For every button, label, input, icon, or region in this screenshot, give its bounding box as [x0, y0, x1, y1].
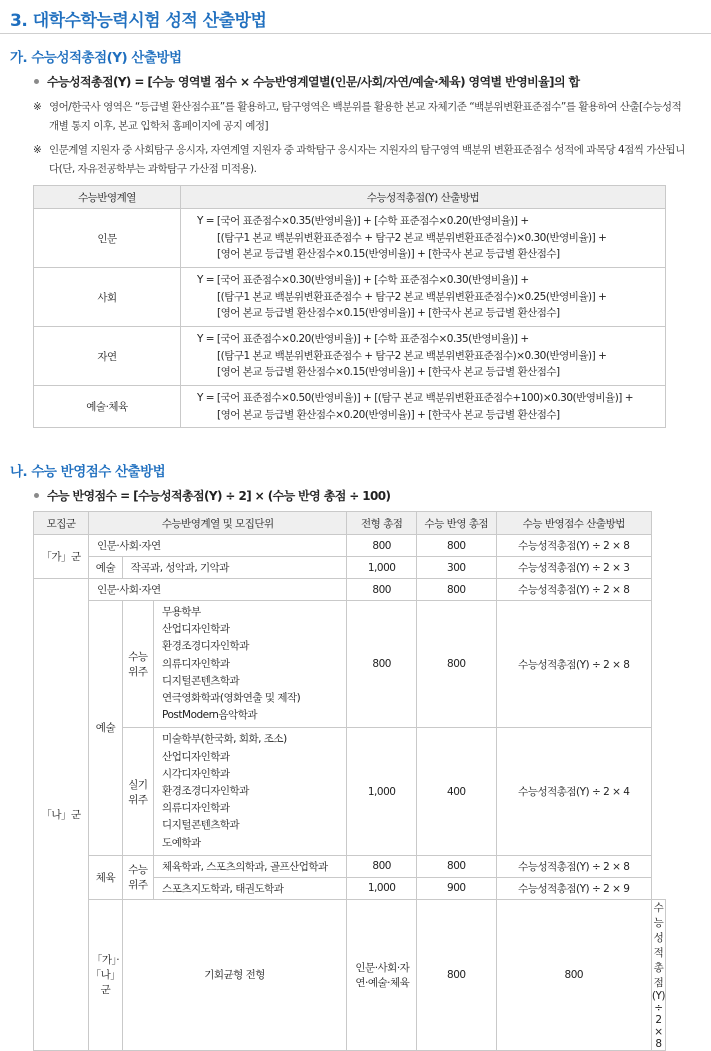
method-cell: 수능성적총점(Y) ÷ 2 × 8: [496, 855, 651, 877]
formula-line: Y = [국어 표준점수×0.30(반영비율)] + [수학 표준점수×0.30(반영비율)] +: [197, 274, 529, 287]
method-cell: 수능성적총점(Y) ÷ 2 × 8: [651, 899, 665, 1050]
formula-line: [영어 본교 등급별 환산점수×0.15(반영비율)] + [한국사 본교 등급별 환산점수]: [217, 366, 560, 379]
total-cell: 800: [347, 601, 417, 728]
total-cell: 800: [416, 899, 496, 1050]
formula-line: Y = [국어 표준점수×0.50(반영비율)] + [(탐구 본교 백분위변환표준점수+100)×0.30(반영비율)] +: [197, 392, 634, 404]
reflection-table: [33, 511, 666, 1051]
formula-line: Y = [국어 표준점수×0.20(반영비율)] + [수학 표준점수×0.35(반영비율)] +: [197, 333, 529, 346]
unit-cell: 작곡과, 성악과, 기악과: [122, 557, 347, 579]
list-item: 디지털콘텐츠학과: [162, 674, 240, 687]
track-name: 자연: [34, 327, 181, 386]
formula-line: [영어 본교 등급별 환산점수×0.15(반영비율)] + [한국사 본교 등급별 환산점수]: [217, 307, 560, 320]
formula-text: 수능 반영점수 = [수능성적총점(Y) ÷ 2] × (수능 반영 총점 ÷ 100): [47, 489, 391, 503]
subtype-cell: 수능 위주: [122, 855, 153, 899]
col-header-track: 수능반영계열: [34, 186, 181, 209]
page-title: 3. 대학수학능력시험 성적 산출방법: [10, 11, 267, 31]
bullet-icon: [34, 79, 39, 84]
unit-cell: 스포츠지도학과, 태권도학과: [154, 877, 347, 899]
track-name: 예술·체육: [34, 386, 181, 428]
suneung-cell: 800: [416, 535, 496, 557]
unit-list: [154, 601, 347, 728]
list-item: 시각디자인학과: [162, 767, 230, 780]
note-text: 영어/한국사 영역은 “등급별 환산점수표”를 활용하고, 탐구영역은 백분위를 활용한 본교 자체기준 “백분위변환표준점수”를 활용하여 산출[수능성적 개별 통지 이후, 본교 입학처 홈페이지에 공지 예정]: [49, 101, 682, 132]
section-b-formula: [34, 487, 390, 504]
formula-text: 수능성적총점(Y) = [수능 영역별 점수 × 수능반영계열별(인문/사회/자연/예술·체육) 영역별 반영비율]의 합: [47, 75, 580, 89]
total-cell: 800: [347, 579, 417, 601]
method-cell: 수능성적총점(Y) ÷ 2 × 3: [496, 557, 651, 579]
suneung-cell: 800: [496, 899, 651, 1050]
unit-list: [154, 728, 347, 855]
method-cell: [181, 327, 666, 386]
total-cell: 800: [347, 855, 417, 877]
note-2: [33, 141, 693, 179]
method-cell: 수능성적총점(Y) ÷ 2 × 8: [496, 579, 651, 601]
formula-line: Y = [국어 표준점수×0.35(반영비율)] + [수학 표준점수×0.20(반영비율)] +: [197, 215, 529, 228]
formula-line: [영어 본교 등급별 환산점수×0.15(반영비율)] + [한국사 본교 등급별 환산점수]: [217, 248, 560, 261]
col-header-suneung: 수능 반영 총점: [416, 512, 496, 535]
note-mark: ※: [33, 101, 42, 113]
table-row: [34, 557, 666, 579]
category-cell: 예술: [89, 601, 123, 856]
suneung-cell: 400: [416, 728, 496, 855]
score-method-table: [33, 185, 666, 428]
unit-cell: 인문·사회·자연: [89, 579, 347, 601]
table-row: [34, 268, 666, 327]
table-row: [34, 728, 666, 855]
table-row: [34, 327, 666, 386]
method-cell: [181, 268, 666, 327]
note-1: [33, 98, 693, 136]
total-cell: 1,000: [347, 557, 417, 579]
formula-line: [(탐구1 본교 백분위변환표준점수 + 탐구2 본교 백분위변환표준점수)×0.30(반영비율)] +: [217, 349, 607, 362]
formula-line: [(탐구1 본교 백분위변환표준점수 + 탐구2 본교 백분위변환표준점수)×0.25(반영비율)] +: [217, 290, 607, 303]
table-row: [34, 535, 666, 557]
total-cell: 800: [347, 535, 417, 557]
list-item: 의류디자인학과: [162, 802, 230, 815]
list-item: 무용학부: [162, 606, 201, 618]
table-row: [34, 855, 666, 877]
group-label: 「가」군: [34, 535, 89, 579]
subtype-cell: 수능 위주: [122, 601, 153, 728]
method-cell: [181, 209, 666, 268]
type-cell: 기회균형 전형: [122, 899, 347, 1050]
method-cell: 수능성적총점(Y) ÷ 2 × 9: [496, 877, 651, 899]
suneung-cell: 800: [416, 601, 496, 728]
group-label: 「가」·「나」군: [89, 899, 123, 1050]
list-item: 미술학부(한국화, 회화, 조소): [162, 733, 287, 746]
list-item: 산업디자인학과: [162, 750, 230, 763]
category-cell: 예술: [89, 557, 123, 579]
table-row: [34, 209, 666, 268]
suneung-cell: 800: [416, 855, 496, 877]
unit-cell: 인문·사회·자연·예술·체육: [347, 899, 417, 1050]
section-b-heading: 나. 수능 반영점수 산출방법: [10, 464, 166, 480]
bullet-icon: [34, 493, 39, 498]
list-item: 디지털콘텐츠학과: [162, 819, 240, 832]
suneung-cell: 800: [416, 579, 496, 601]
table-header-row: [34, 512, 666, 535]
col-header-method: 수능 반영점수 산출방법: [496, 512, 651, 535]
note-text: 인문계열 지원자 중 사회탐구 응시자, 자연계열 지원자 중 과학탐구 응시자는 지원자의 탐구영역 백분위 변환표준점수 성적에 과목당 4점씩 가산됩니다(단, 자유전공학부는 과학탐구 가산점 미적용).: [49, 144, 685, 175]
subtype-cell: 실기 위주: [122, 728, 153, 855]
list-item: 도예학과: [162, 836, 201, 849]
list-item: PostModern음악학과: [162, 709, 257, 722]
section-a-formula: [34, 73, 580, 90]
col-header-group: 모집군: [34, 512, 89, 535]
table-row: [34, 386, 666, 428]
unit-cell: 인문·사회·자연: [89, 535, 347, 557]
method-cell: [181, 386, 666, 428]
section-a-heading: 가. 수능성적총점(Y) 산출방법: [10, 50, 182, 66]
unit-cell: 체육학과, 스포츠의학과, 골프산업학과: [154, 855, 347, 877]
table-row: [34, 601, 666, 728]
formula-line: [(탐구1 본교 백분위변환표준점수 + 탐구2 본교 백분위변환표준점수)×0.30(반영비율)] +: [217, 231, 607, 244]
category-cell: 체육: [89, 855, 123, 899]
total-cell: 1,000: [347, 877, 417, 899]
track-name: 인문: [34, 209, 181, 268]
table-header-row: [34, 186, 666, 209]
col-header-unit: 수능반영계열 및 모집단위: [89, 512, 347, 535]
title-divider: [0, 33, 711, 34]
method-cell: 수능성적총점(Y) ÷ 2 × 8: [496, 535, 651, 557]
note-mark: ※: [33, 144, 42, 156]
method-cell: 수능성적총점(Y) ÷ 2 × 4: [496, 728, 651, 855]
formula-line: [영어 본교 등급별 환산점수×0.20(반영비율)] + [한국사 본교 등급별 환산점수]: [217, 408, 560, 421]
list-item: 연극영화학과(영화연출 및 제작): [162, 692, 301, 705]
list-item: 의류디자인학과: [162, 657, 230, 670]
col-header-total: 전형 총점: [347, 512, 417, 535]
track-name: 사회: [34, 268, 181, 327]
table-row: [34, 899, 666, 1050]
suneung-cell: 300: [416, 557, 496, 579]
list-item: 환경조경디자인학과: [162, 785, 249, 798]
list-item: 환경조경디자인학과: [162, 640, 249, 653]
group-label: 「나」군: [34, 579, 89, 1051]
table-row: [34, 579, 666, 601]
suneung-cell: 900: [416, 877, 496, 899]
list-item: 산업디자인학과: [162, 623, 230, 636]
total-cell: 1,000: [347, 728, 417, 855]
method-cell: 수능성적총점(Y) ÷ 2 × 8: [496, 601, 651, 728]
col-header-method: 수능성적총점(Y) 산출방법: [181, 186, 666, 209]
